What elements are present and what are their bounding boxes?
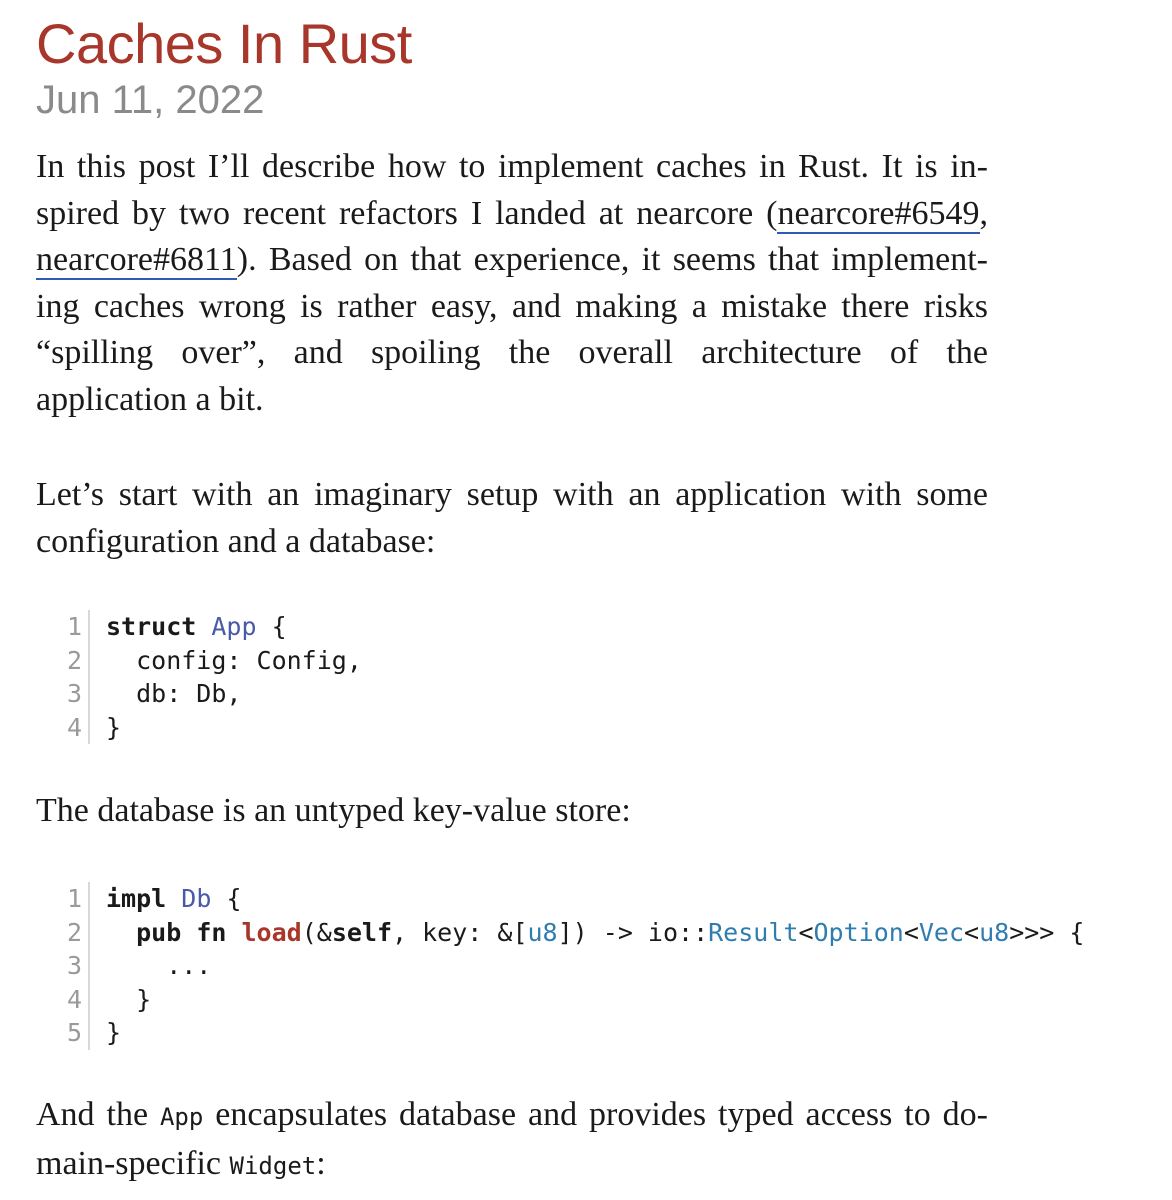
line-number: 1 [66,884,82,913]
code-line: db: Db, [106,679,242,708]
line-number: 2 [66,917,82,947]
builtin-type: u8 [527,917,558,947]
intro-paragraph [36,144,988,423]
line-number: 1 [66,612,82,641]
setup-paragraph: Let’s start with an imaginary setup with an application with some configuration and a database: [36,476,988,560]
code-text: ]) -> io:: [557,917,709,947]
intro-text-a: In this post I’ll describe how to implement caches in Rust. It is inspired by two recent refactors I landed at nearcore ( [36,148,988,232]
widget-text-a: And the [36,1096,160,1133]
code-text: >>> { [1009,917,1085,947]
code-text: , key: &[ [392,917,528,947]
code-text: { [256,612,287,641]
code-line [106,882,1084,916]
inline-code-app: App [159,1103,204,1131]
code-line [106,916,1084,950]
database-paragraph: The database is an untyped key-value store: [36,792,631,829]
inline-code-widget: Widget [229,1151,317,1180]
code-line: } [106,712,122,742]
line-number-gutter [62,882,90,1050]
keyword: struct [106,612,197,641]
code-line: ... [106,951,212,980]
code-lines [90,610,362,744]
keyword: self [331,917,393,947]
builtin-type: Vec [918,917,965,947]
keyword: pub fn [136,917,227,947]
post-title: Caches In Rust [36,12,412,75]
intro-text-b: , [979,194,988,232]
type-name: Db [181,884,212,913]
line-number: 4 [66,712,82,742]
code-lines [90,882,1084,1050]
code-line: } [106,1018,122,1047]
code-line: config: Config, [106,645,362,675]
line-number: 3 [66,679,82,708]
widget-text-c: : [316,1144,326,1182]
code-text: (& [301,917,332,947]
code-block-db-impl [62,882,1084,1050]
line-number-gutter [62,610,90,744]
builtin-type: u8 [979,917,1010,947]
line-number: 2 [66,645,82,675]
link-nearcore-6549[interactable]: nearcore#6549 [777,194,980,232]
line-number: 3 [66,951,82,980]
keyword: impl [106,884,167,913]
widget-text-b: encapsulates database and provides typed access to domain-specific [36,1096,988,1182]
code-line: } [106,984,152,1014]
line-number: 4 [66,984,82,1014]
code-indent [106,918,136,947]
code-text: < [903,917,919,947]
code-text: < [964,917,980,947]
builtin-type: Result [708,917,799,947]
line-number: 5 [66,1018,82,1047]
post-date: Jun 11, 2022 [36,78,265,122]
link-nearcore-6811[interactable]: nearcore#6811 [36,241,237,278]
builtin-type: Option [813,917,904,947]
widget-paragraph [36,1092,988,1189]
code-block-app-struct [62,610,362,744]
intro-text-c: ). Based on that experience, it seems that implementing caches wrong is rather easy, and making a mistake there risks “spilling over”, and spoiling the overall architecture of the application a bit. [36,241,988,418]
type-name: App [211,612,257,641]
code-text: { [211,884,242,913]
function-name: load [241,917,302,947]
code-text: < [798,917,814,947]
code-line [106,610,362,644]
